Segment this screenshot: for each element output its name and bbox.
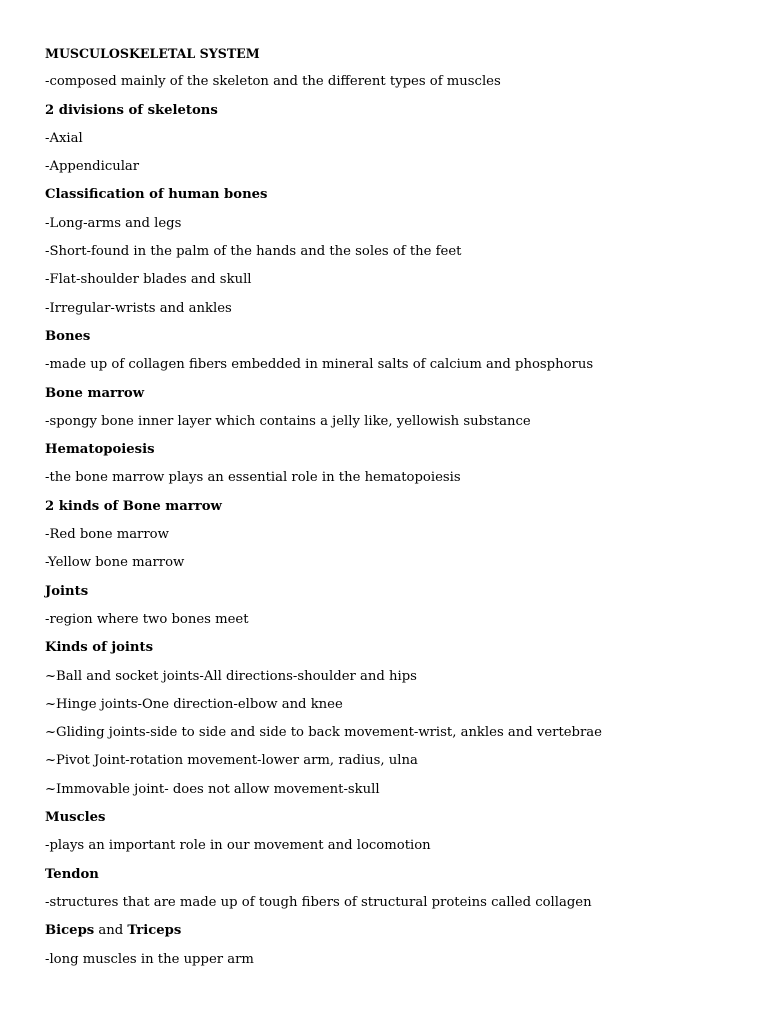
heading-biceps-triceps xyxy=(45,921,745,949)
heading-bone-marrow: Bone marrow xyxy=(45,385,145,401)
document-title: MUSCULOSKELETAL SYSTEM xyxy=(45,46,260,61)
list-item: -made up of collagen fibers embedded in mineral salts of calcium and phosphorus xyxy=(45,357,594,373)
heading-kinds-of-joints: Kinds of joints xyxy=(45,640,154,656)
heading-biceps: Biceps xyxy=(45,923,95,939)
heading-kinds-bone-marrow: 2 kinds of Bone marrow xyxy=(45,498,222,514)
intro-text: -composed mainly of the skeleton and the different types of muscles xyxy=(45,74,501,90)
list-item: ~Ball and socket joints-All directions-shoulder and hips xyxy=(45,668,417,684)
heading-bones: Bones xyxy=(45,328,91,344)
heading-triceps: Triceps xyxy=(127,923,182,939)
list-item: -Long-arms and legs xyxy=(45,215,182,231)
list-item: -structures that are made up of tough fibers of structural proteins called collagen xyxy=(45,894,592,910)
list-item: -Yellow bone marrow xyxy=(45,555,185,571)
list-item: -Irregular-wrists and ankles xyxy=(45,300,232,316)
heading-classification: Classification of human bones xyxy=(45,187,268,203)
heading-muscles: Muscles xyxy=(45,810,106,826)
list-item: -long muscles in the upper arm xyxy=(45,951,254,967)
heading-joints: Joints xyxy=(45,583,89,599)
list-item: -Appendicular xyxy=(45,159,140,175)
list-item: -spongy bone inner layer which contains a jelly like, yellowish substance xyxy=(45,413,531,429)
heading-joiner: and xyxy=(94,923,128,939)
list-item: ~Pivot Joint-rotation movement-lower arm, radius, ulna xyxy=(45,753,418,769)
document-page xyxy=(45,44,745,978)
heading-divisions: 2 divisions of skeletons xyxy=(45,102,218,118)
list-item: -plays an important role in our movement and locomotion xyxy=(45,838,431,854)
list-item: ~Hinge joints-One direction-elbow and knee xyxy=(45,696,343,712)
list-item: ~Gliding joints-side to side and side to back movement-wrist, ankles and vertebrae xyxy=(45,725,602,741)
list-item: -the bone marrow plays an essential role in the hematopoiesis xyxy=(45,470,461,486)
heading-tendon: Tendon xyxy=(45,866,99,882)
list-item: -Axial xyxy=(45,130,83,146)
list-item: -region where two bones meet xyxy=(45,611,249,627)
list-item: -Flat-shoulder blades and skull xyxy=(45,272,252,288)
list-item: -Short-found in the palm of the hands and the soles of the feet xyxy=(45,244,462,260)
heading-hematopoiesis: Hematopoiesis xyxy=(45,442,155,458)
list-item: -Red bone marrow xyxy=(45,527,169,543)
list-item: ~Immovable joint- does not allow movement-skull xyxy=(45,781,380,797)
